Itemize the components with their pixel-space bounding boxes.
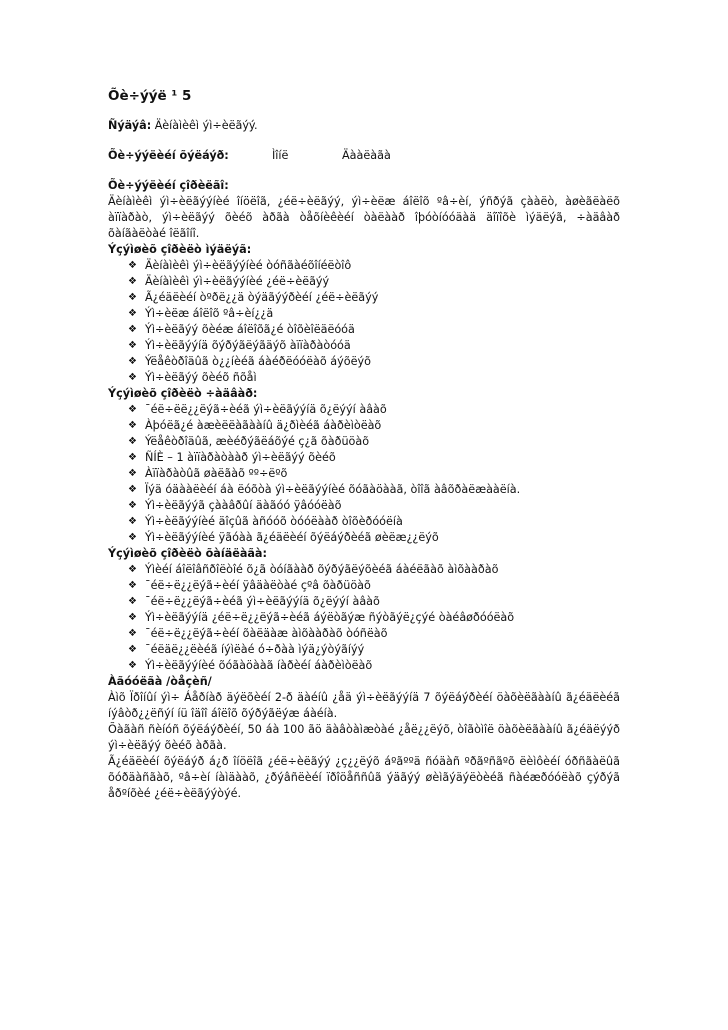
list-item: ❖ Ýì÷èëãýýíèé äîçûã àñóóõ òóóëààð òîõèðóóëíà: [128, 515, 403, 528]
attitude-list: [108, 562, 620, 674]
list-item: ❖ Äèíàìèêì ýì÷èëãýýíèé òóñãàéõîíéëòîô: [128, 259, 352, 272]
goal-heading: Õè÷ýýëèéí çîðèëãî:: [108, 179, 229, 192]
list-item: ❖ Ïýä óäààëèéí áà ëóõòà ýì÷èëãýýíèé õóãàöààã, òîîã àâõðàëæààëíà.: [128, 483, 521, 496]
list-item: ❖ ¯éë÷ëë¿¿ëýã÷èéã ýì÷èëãýýíä õ¿ëýýí àâàõ: [128, 403, 387, 416]
list-item: ❖ Ýì÷èëæ áîëîõ ºâ÷èí¿¿ä: [128, 307, 274, 320]
list-item: ❖ Ýì÷èëãýýíèé ÿãóàà ã¿éäëèéí õýëáýðèéã øèëæ¿¿ëýõ: [128, 531, 439, 544]
list-item: ❖ Ýì÷èëãýý õèéõ ñõåì: [128, 371, 257, 384]
diamond-bullet-icon: ❖: [128, 404, 137, 415]
diamond-bullet-icon: ❖: [128, 468, 137, 479]
diamond-bullet-icon: ❖: [128, 596, 137, 607]
list-item: ❖ Ýìèéí áîëîâñðîëòîé õ¿ã òóíãààð õýðýãëýõèéã áàéëãàõ àìõààðàõ: [128, 563, 499, 576]
content-heading: Àãóóëãà /òåçèñ/: [108, 675, 212, 688]
list-item: ❖ Äèíàìèêì ýì÷èëãýýíèé ¿éë÷èëãýý: [128, 275, 330, 288]
diamond-bullet-icon: ❖: [128, 660, 137, 671]
diamond-bullet-icon: ❖: [128, 308, 137, 319]
diamond-bullet-icon: ❖: [128, 484, 137, 495]
list-item: ❖ Ýëåêòðîäûã, æèéðýãëáõýé ç¿ã õàðüöàõ: [128, 435, 370, 448]
diamond-bullet-icon: ❖: [128, 276, 137, 287]
diamond-bullet-icon: ❖: [128, 500, 137, 511]
list-item: ❖ Ýì÷èëãýýíèé õóãàöààã íàðèéí áàðèìòëàõ: [128, 659, 373, 672]
list-item: ❖ Ýì÷èëãýýíä õýðýãëýãäýõ àïïàðàòóóä: [128, 339, 351, 352]
list-item: ❖ ¯éëäë¿¿ëèéã íýìëàé ó÷ðàà ìýä¿ýòýãíýý: [128, 643, 365, 656]
diamond-bullet-icon: ❖: [128, 292, 137, 303]
list-item: ❖ ¯éë÷ë¿¿ëýã÷èéí õàëäàæ àìõààðàõ òóñëàõ: [128, 627, 388, 640]
diamond-bullet-icon: ❖: [128, 372, 137, 383]
goal-text: Äèíàìèêì ýì÷èëãýýíèé îíöëîã, ¿éë÷èëãýý, ýì÷èëæ áîëîõ ºâ÷èí, ýñðýã çààëò, àøèãëàëõ àïïàðàò, ýì÷èëãýý õèéõ àðãà òåõíèêèéí òàëààð îþóòíóóäàä äîïîõè ìýäëýã, ÷àäâàð õàíãàëòàé îëãîíî.: [108, 195, 620, 240]
diamond-bullet-icon: ❖: [128, 324, 137, 335]
list-item: ❖ Àþóëã¿é àæèëëàãààíû ä¿ðìèéã áàðèìòëàõ: [128, 419, 382, 432]
diamond-bullet-icon: ❖: [128, 452, 137, 463]
diamond-bullet-icon: ❖: [128, 580, 137, 591]
diamond-bullet-icon: ❖: [128, 260, 137, 271]
skill-list: [108, 402, 620, 546]
diamond-bullet-icon: ❖: [128, 612, 137, 623]
list-item: ❖ ¯éë÷ë¿¿ëýã÷èéã ýì÷èëãýýíä õ¿ëýýí àâàõ: [128, 595, 380, 608]
topic-value: Äèíàìèêì ýì÷èëãýý.: [154, 119, 258, 132]
content-paragraph-3: Ã¿éäëèéí õýëáýð á¿ð îíöëîã ¿éë÷èëãýý ¿ç¿¿ëýõ áºãººä ñóäàñ ºðãºñãºõ ëèìôèéí óðñãàëûã õóðäàñãàõ, ºâ÷èí íàìäààõ, ¿ðýâñëèéí ïðîöåññûã ýäãýý øèìãýäýëòèéã ñàéæðóóëàõ çýðýã åðºíõèé ¿éë÷èëãýýòýé.: [108, 755, 620, 800]
document-page: [108, 88, 620, 802]
content-paragraph-1: Àìõ Ïðîíûí ýì÷ Áåðíàð äýëõèéí 2-ð äàéíû ¿åä ýì÷èëãýýíä 7 õýëáýðèéí öàõèëãààíû ã¿éäëèéã íýâòð¿¿ëñýí íü îäîî áîëîõ õýðýãëýæ áàéíà.: [108, 691, 620, 720]
list-item: ❖ Ýì÷èëãýýíä ¿éë÷ë¿¿ëýã÷èéã áýëòãýæ ñýòãýë¿çýé òàéâøðóóëàõ: [128, 611, 515, 624]
skill-heading: Ýçýìøèõ çîðèëò ÷àäâàð:: [108, 387, 258, 400]
lesson-type-value-2: Äààëàãà: [342, 149, 391, 162]
lesson-type-value-1: Ìîíë: [272, 149, 289, 162]
diamond-bullet-icon: ❖: [128, 564, 137, 575]
diamond-bullet-icon: ❖: [128, 436, 137, 447]
diamond-bullet-icon: ❖: [128, 356, 137, 367]
diamond-bullet-icon: ❖: [128, 628, 137, 639]
topic-label: Ñýäýâ:: [108, 119, 152, 132]
diamond-bullet-icon: ❖: [128, 644, 137, 655]
lesson-type-label: Õè÷ýýëèéí õýëáýð:: [108, 149, 229, 162]
list-item: ❖ Ýì÷èëãýý õèéæ áîëîõã¿é òîõèîëäëóóä: [128, 323, 355, 336]
knowledge-list: [108, 258, 620, 386]
list-item: ❖ Ã¿éäëèéí òºðë¿¿ä òýäãýýðèéí ¿éë÷èëãýý: [128, 291, 379, 304]
list-item: ❖ Àïïàðàòûã øàëãàõ ºº÷ëºõ: [128, 467, 288, 480]
content-paragraph-2: Õàãàñ ñèíóñ õýëáýðèéí, 50 áà 100 ãö äàâòàìæòàé ¿åë¿¿ëýõ, òîãòìîë öàõèëãààíû ã¿éäëýýð ýì÷èëãýý õèéõ àðãà.: [108, 723, 620, 752]
attitude-heading: Ýçýìøèõ çîðèëò õàíäëàãà:: [108, 547, 267, 560]
list-item: ❖ ¯éë÷ë¿¿ëýã÷èéí ÿâäàëòàé çºâ õàðüöàõ: [128, 579, 371, 592]
list-item: ❖ Ýëåêòðîäûã ò¿¿íèéã áàéðëóóëàõ áýõëýõ: [128, 355, 371, 368]
diamond-bullet-icon: ❖: [128, 532, 137, 543]
list-item: ❖ Ýì÷èëãýýã çààâðûí äàãóó ÿâóóëàõ: [128, 499, 342, 512]
topic-line: [108, 118, 620, 134]
lesson-type-line: [108, 148, 620, 164]
diamond-bullet-icon: ❖: [128, 340, 137, 351]
knowledge-heading: Ýçýìøèõ çîðèëò ìýäëýã:: [108, 243, 252, 256]
diamond-bullet-icon: ❖: [128, 516, 137, 527]
list-item: ❖ ÑÍÈ – 1 àïïàðàòààð ýì÷èëãýý õèéõ: [128, 451, 336, 464]
page-title: Õè÷ýýë ¹ 5: [108, 88, 192, 104]
diamond-bullet-icon: ❖: [128, 420, 137, 431]
